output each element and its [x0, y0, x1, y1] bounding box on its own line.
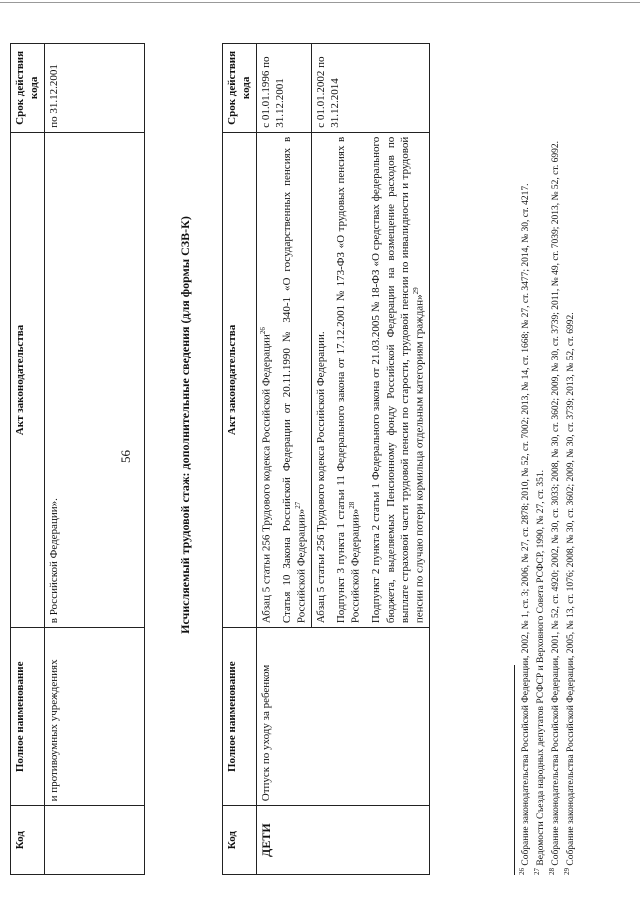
footnotes — [518, 43, 578, 875]
table-row — [44, 44, 144, 875]
col-header-validity: Срок действия кода — [223, 44, 257, 133]
cell-act — [256, 132, 311, 627]
col-header-code: Код — [223, 806, 257, 875]
table-header-row — [11, 44, 45, 875]
table-continuation — [10, 43, 145, 875]
cell-code — [44, 806, 144, 875]
cell-validity: с 01.01.1996 по 31.12.2001 — [256, 44, 311, 133]
footnote-separator — [514, 665, 515, 875]
cell-act — [311, 132, 429, 627]
table-row — [256, 44, 311, 875]
cell-act: в Российской Федерации». — [44, 132, 144, 627]
col-header-act: Акт законодательства — [223, 132, 257, 627]
col-header-name: Полное наименование — [223, 628, 257, 806]
cell-name: и противоумных учреждениях — [44, 628, 144, 806]
col-header-code: Код — [11, 806, 45, 875]
footnote: $^{27}$ Ведомости Съезда народных депутатов РСФСР и Верховного Совета РСФСР, 1990, № 27, ст. 351. — [533, 469, 547, 875]
table-header-row — [223, 44, 257, 875]
cell-code: ДЕТИ — [256, 806, 430, 875]
footnote: $^{28}$ Собрание законодательства Российской Федерации, 2001, № 52, ст. 4920; 2002, № 30, ст. 3033; 2008, № 30, ст. 3602; 2009, № 30, ст. 3739; 2011, № 49, ст. 7039; 2013, № 52, ст. 6992. — [548, 141, 562, 875]
col-header-act: Акт законодательства — [11, 132, 45, 627]
section-title: Исчисляемый трудовой стаж: дополнительные сведения (для формы СЗВ-К) — [178, 216, 192, 634]
footnote: $^{29}$ Собрание законодательства Российской Федерации, 2005, № 13, ст. 1076; 2008, № 30, ст. 3602; 2009, № 30, ст. 3739; 2013, № 52, ст. 6992. — [563, 312, 577, 875]
act-paragraph: Подпункт 3 пункта 1 статьи 11 Федерального закона от 17.12.2001 № 173-ФЗ «О трудовых пенсиях в Российской Федерации»$^{28}$ — [335, 136, 363, 624]
cell-name: Отпуск по уходу за ребенком — [256, 628, 430, 806]
cell-validity: с 01.01.2002 по 31.12.2014 — [311, 44, 429, 133]
act-paragraph: Абзац 5 статьи 256 Трудового кодекса Российской Федерации. — [314, 331, 327, 624]
act-paragraph: Подпункт 2 пункта 2 статьи 1 Федерального закона от 21.03.2005 № 18-ФЗ «О средствах федерального бюджета, выделяемых Пенсионному фонду Российской Федерации на возмещение расходов по выплате страховой части трудовой пенсии по старости, трудовой пенсии по инвалидности и трудовой пенсии по случаю потери кормильца отдельным категориям граждан»$^{29}$ — [370, 136, 426, 624]
col-header-name: Полное наименование — [11, 628, 45, 806]
act-paragraph: Статья 10 Закона Российской Федерации от 20.11.1990 № 340-1 «О государственных пенсиях в Российской Федерации»$^{27}$ — [280, 136, 308, 624]
page-number: 56 — [118, 450, 133, 463]
col-header-validity: Срок действия кода — [11, 44, 45, 133]
table-additional-info — [222, 43, 430, 875]
act-paragraph: Абзац 5 статьи 256 Трудового кодекса Российской Федерации$^{26}$ — [258, 327, 273, 624]
footnote: $^{26}$ Собрание законодательства Российской Федерации, 2002, № 1, ст. 3; 2006, № 27, ст. 2878; 2010, № 52, ст. 7002; 2013, № 14, ст. 1668; № 27, ст. 3477; 2014, № 30, ст. 4217. — [518, 183, 532, 875]
cell-validity: по 31.12.2001 — [44, 44, 144, 133]
